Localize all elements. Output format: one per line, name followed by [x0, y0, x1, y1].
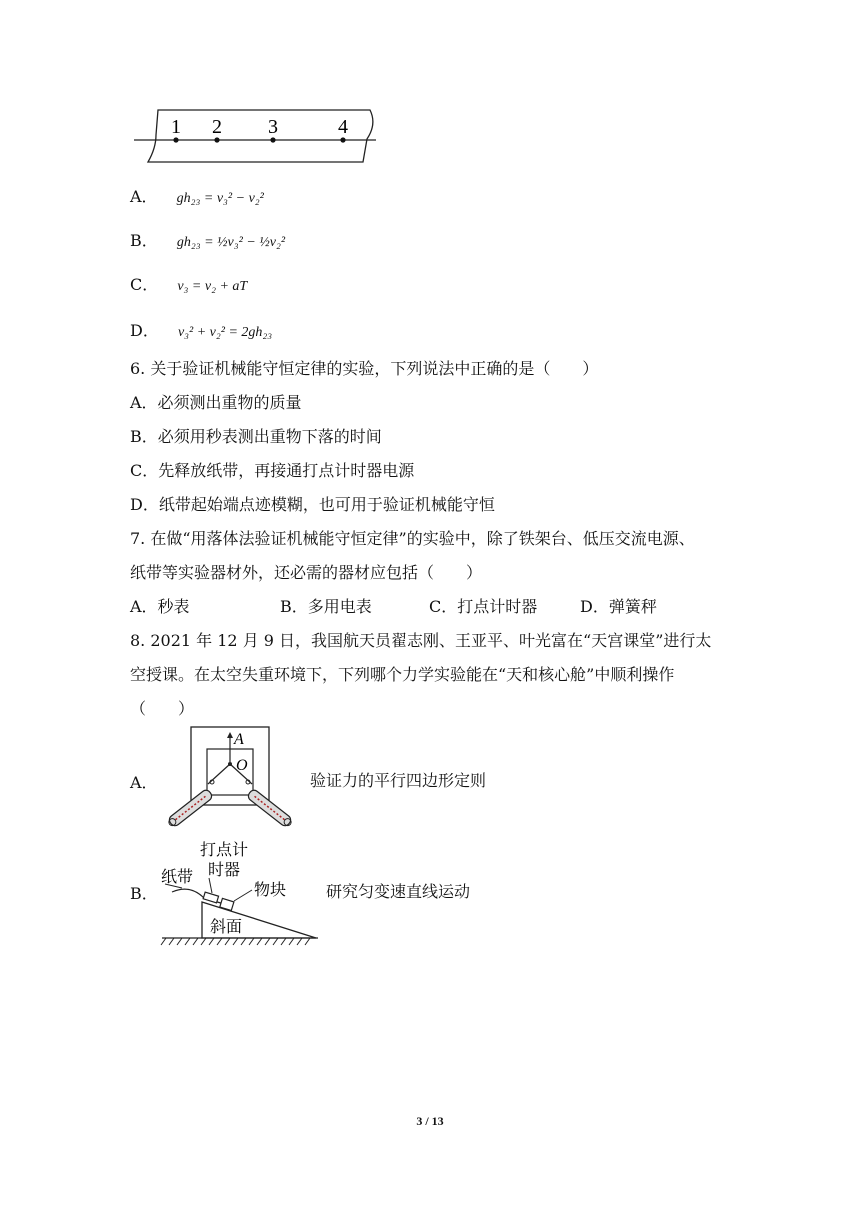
tape-label-1: 1: [171, 116, 181, 138]
option-letter: D．: [130, 321, 159, 340]
q5-option-a: [130, 186, 264, 210]
tape-dot-1: [173, 137, 178, 142]
q7-stem-line2: 纸带等实验器材外，还必需的器材应包括（ ）: [130, 563, 483, 582]
tape-dot-4: [340, 137, 345, 142]
q5-option-b: [130, 230, 285, 254]
q6-option-b: B．必须用秒表测出重物下落的时间: [130, 427, 382, 446]
tape-label-4: 4: [338, 116, 348, 138]
q6-option-d: D．纸带起始端点迹模糊，也可用于验证机械能守恒: [130, 495, 495, 514]
incline-experiment-figure: [160, 836, 320, 948]
fig-label-incline: 斜面: [210, 919, 243, 936]
page-number: 3 / 13: [416, 1114, 444, 1128]
paper-tape-figure: [130, 102, 380, 166]
option-letter: C．: [130, 275, 159, 294]
option-formula: gh₂₃ = ½v₃² − ½v₂²: [176, 235, 286, 250]
q8-stem-line1: 8. 2021 年 12 月 9 日，我国航天员翟志刚、王亚平、叶光富在“天宫课堂”进行太: [130, 631, 712, 650]
option-letter: A．: [130, 187, 158, 206]
q8-option-a-text: 验证力的平行四边形定则: [310, 771, 487, 790]
fig-label-o: O: [236, 757, 248, 774]
fig-label-timer-line1: 打点计: [200, 842, 249, 859]
tape-label-2: 2: [212, 116, 222, 138]
q7-option-b: B．多用电表: [280, 597, 372, 616]
option-formula: v₃ = v₂ + aT: [177, 279, 248, 294]
q8-stem-line2: 空授课。在太空失重环境下，下列哪个力学实验能在“天和核心舱”中顺利操作: [130, 665, 675, 684]
q8-option-b-text: 研究匀变速直线运动: [326, 882, 471, 901]
option-formula: v₃² + v₂² = 2gh₂₃: [177, 325, 273, 340]
fig-label-timer-line2: 时器: [208, 862, 241, 879]
tape-dot-3: [270, 137, 275, 142]
option-formula: gh₂₃ = v₃² − v₂²: [176, 191, 264, 206]
fig-label-tape: 纸带: [161, 869, 194, 886]
fig-label-block: 物块: [254, 882, 287, 899]
q8-stem-line3: （ ）: [130, 699, 195, 718]
q6-option-c: C．先释放纸带，再接通打点计时器电源: [130, 461, 415, 480]
q6-option-a: A．必须测出重物的质量: [130, 393, 302, 412]
q7-options: [130, 596, 657, 618]
force-parallelogram-figure: [160, 724, 300, 834]
q8-option-a-letter: A．: [130, 773, 158, 792]
tape-dot-2: [214, 137, 219, 142]
q6-stem: 6. 关于验证机械能守恒定律的实验，下列说法中正确的是（ ）: [130, 359, 599, 378]
fig-label-a: A: [234, 731, 244, 748]
q5-option-d: [130, 320, 272, 344]
option-letter: B．: [130, 231, 158, 250]
q7-option-c: C．打点计时器: [429, 597, 538, 616]
q8-option-b-letter: B．: [130, 884, 158, 903]
q5-option-c: [130, 274, 247, 298]
q7-stem-line1: 7. 在做“用落体法验证机械能守恒定律”的实验中，除了铁架台、低压交流电源、: [130, 529, 695, 548]
q7-option-d: D．弹簧秤: [580, 597, 657, 616]
q7-option-a: A．秒表: [130, 597, 190, 616]
tape-label-3: 3: [268, 116, 278, 138]
